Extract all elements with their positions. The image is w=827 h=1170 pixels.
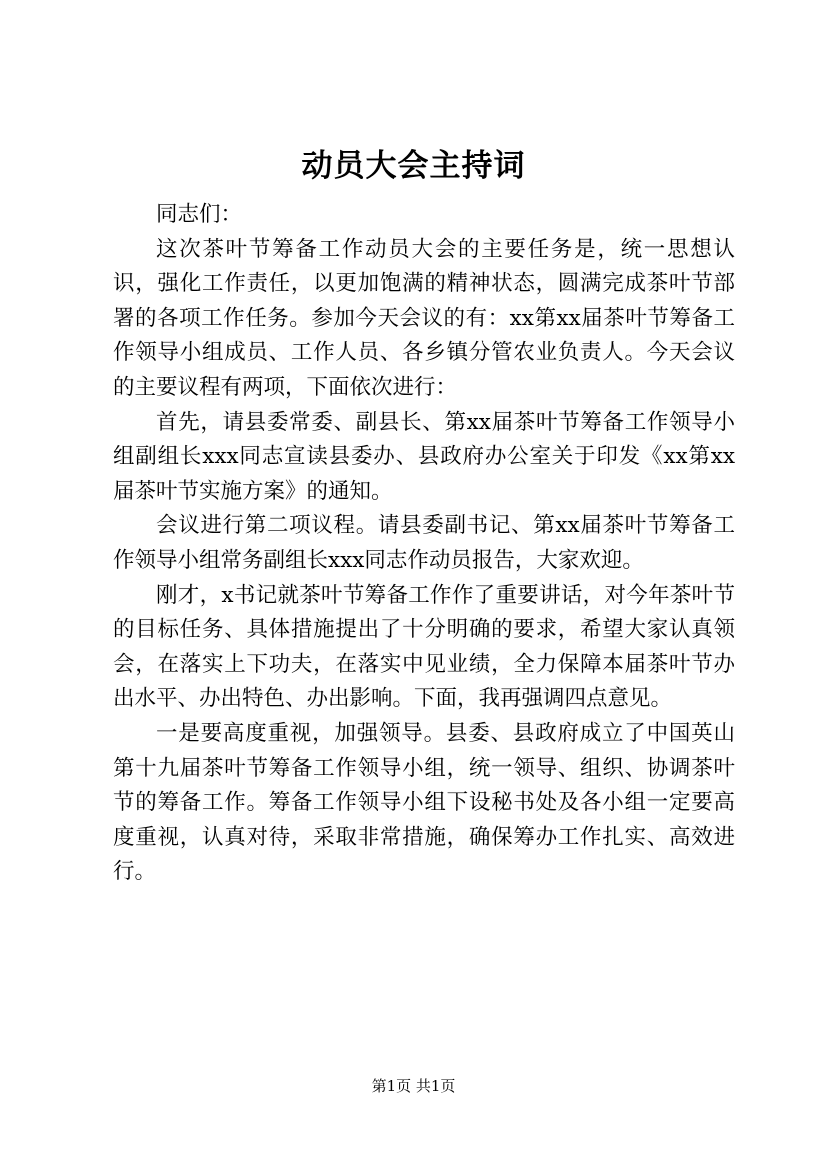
body-paragraph-2: 首先，请县委常委、副县长、第xx届茶叶节筹备工作领导小组副组长xxx同志宣读县委办、县政府办公室关于印发《xx第xx届茶叶节实施方案》的通知。 xyxy=(113,409,735,504)
body-paragraph-1: 这次茶叶节筹备工作动员大会的主要任务是，统一思想认识，强化工作责任，以更加饱满的精神状态，圆满完成茶叶节部署的各项工作任务。参加今天会议的有：xx第xx届茶叶节筹备工作领导小组成员、工作人员、各乡镇分管农业负责人。今天会议的主要议程有两项，下面依次进行： xyxy=(113,236,735,400)
body-paragraph-3: 会议进行第二项议程。请县委副书记、第xx届茶叶节筹备工作领导小组常务副组长xxx同志作动员报告，大家欢迎。 xyxy=(113,513,735,573)
document-title: 动员大会主持词 xyxy=(301,148,526,184)
body-paragraph-4: 刚才，x书记就茶叶节筹备工作作了重要讲话，对今年茶叶节的目标任务、具体措施提出了十分明确的要求，希望大家认真领会，在落实上下功夫，在落实中见业绩，全力保障本届茶叶节办出水平、办出特色、办出影响。下面，我再强调四点意见。 xyxy=(113,582,735,712)
body-paragraph-5: 一是要高度重视，加强领导。县委、县政府成立了中国英山第十九届茶叶节筹备工作领导小组，统一领导、组织、协调茶叶节的筹备工作。筹备工作领导小组下设秘书处及各小组一定要高度重视，认真对待，采取非常措施，确保筹办工作扎实、高效进行。 xyxy=(113,720,735,885)
document-body xyxy=(113,198,735,890)
salutation-paragraph: 同志们： xyxy=(156,202,243,227)
page-footer: 第1页 共1页 xyxy=(371,1077,456,1095)
